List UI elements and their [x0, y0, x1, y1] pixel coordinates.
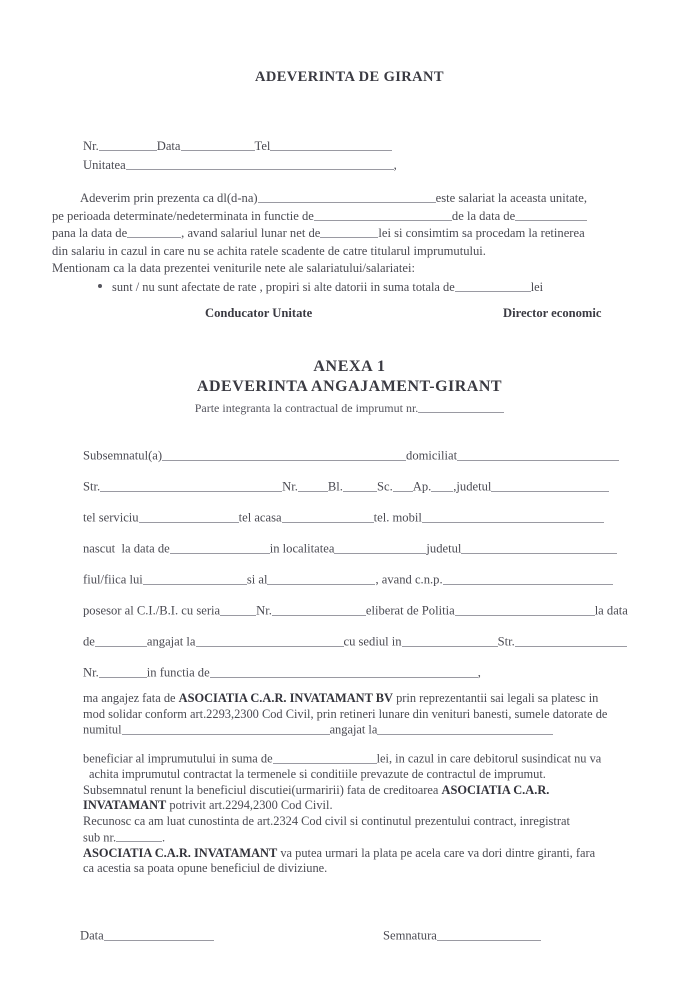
- nr-input-address[interactable]: [298, 479, 328, 492]
- association-name-bold-4: ASOCIATIA C.A.R. INVATAMANT: [83, 845, 278, 860]
- attestation-line-3-a: pana la data de: [52, 226, 128, 241]
- employer-nr-label: Nr.: [83, 665, 99, 680]
- employer-city-input[interactable]: [402, 634, 498, 647]
- localitatea-label: in localitatea: [269, 541, 335, 556]
- footer-data-input[interactable]: [104, 928, 214, 941]
- issue-date-input[interactable]: [95, 634, 147, 647]
- attestation-line-2-b: de la data de: [451, 208, 516, 223]
- form-row-subsemnatul: [83, 448, 661, 479]
- nr-label: Nr.: [83, 139, 99, 153]
- form-row-employer: [83, 634, 661, 665]
- attestation-line-1-b: este salariat la aceasta unitate,: [435, 191, 588, 205]
- angajat-la-label: angajat la: [146, 634, 196, 649]
- footer-semnatura-label: Semnatura: [383, 928, 437, 943]
- str-input[interactable]: [100, 479, 282, 492]
- association-name-bold-2: ASOCIATIA C.A.R.: [441, 782, 550, 797]
- commitment-paragraphs: [83, 691, 635, 877]
- association-name-bold-1: ASOCIATIA C.A.R. INVATAMANT BV: [178, 691, 393, 705]
- position-input[interactable]: [314, 208, 452, 221]
- commitment-paragraph-1: [83, 691, 635, 738]
- attestation-line-2: [52, 208, 630, 226]
- attestation-line-5: Mentionam ca la data prezentei veniturile nete ale salariatului/salariatei:: [52, 261, 415, 276]
- data-input[interactable]: [181, 138, 255, 151]
- functia-label: in functia de: [146, 665, 210, 680]
- judetul-label-address: ,judetul: [453, 479, 492, 494]
- si-al-label: si al: [246, 572, 268, 587]
- tel-mobil-label: tel. mobil: [373, 510, 422, 525]
- tel-mobil-input[interactable]: [422, 510, 604, 523]
- commitment-p2-line-3: [83, 783, 635, 799]
- page-title: ADEVERINTA DE GIRANT: [254, 69, 444, 85]
- tel-serviciu-input[interactable]: [139, 510, 239, 523]
- footer-data-field: [80, 928, 214, 944]
- end-date-input[interactable]: [127, 226, 181, 239]
- nascut-label: nascut la data de: [83, 541, 170, 556]
- header-field-row-2: [83, 156, 397, 175]
- tel-acasa-input[interactable]: [282, 510, 374, 523]
- subsemnatul-label: Subsemnatul(a): [83, 448, 163, 463]
- sub-nr-label: sub nr.: [83, 829, 117, 844]
- income-bullet-item: [98, 279, 628, 295]
- mother-name-input[interactable]: [267, 572, 375, 585]
- commitment-p1-l1-b: prin reprezentantii sai legali sa platesc in: [392, 691, 599, 705]
- id-series-input[interactable]: [220, 603, 256, 616]
- attestation-line-1: [52, 190, 630, 208]
- commitment-paragraph-2: [83, 751, 635, 877]
- anexa-number: ANEXA 1: [313, 358, 386, 375]
- bullet-dot-icon: [98, 284, 102, 288]
- association-name-bold-3: INVATAMANT: [83, 798, 167, 813]
- commitment-p2-l1-b: lei, in cazul in care debitorul susindicat nu va: [376, 751, 602, 766]
- commitment-p2-line-2: achita imprumutul contractat la termenele si conditiile prevazute de contractul de imprumut.: [89, 767, 546, 782]
- localitatea-input[interactable]: [334, 541, 426, 554]
- commitment-p2-line-8: ca acestia sa poata opune beneficiul de diviziune.: [83, 861, 328, 876]
- commitment-p2-l3-a: Subsemnatul renunt la beneficiul discutiei(urmaririi) fata de creditoarea: [83, 782, 442, 797]
- tel-label: Tel: [254, 139, 271, 153]
- commitment-p2-line-1: [83, 751, 635, 767]
- cnp-label: , avand c.n.p.: [375, 572, 443, 587]
- form-row-id-card: [83, 603, 661, 634]
- judetul-input-address[interactable]: [491, 479, 609, 492]
- ap-input[interactable]: [431, 479, 453, 492]
- subsemnatul-input[interactable]: [162, 448, 406, 461]
- form-row-phones: [83, 510, 661, 541]
- net-salary-input[interactable]: [320, 226, 378, 239]
- attestation-line-2-a: pe perioada determinate/nedeterminata in functie de: [52, 208, 314, 223]
- bl-input[interactable]: [343, 479, 377, 492]
- nr-input[interactable]: [99, 138, 157, 151]
- attestation-line-3-b: , avand salariul lunar net de: [181, 226, 321, 241]
- debt-total-input[interactable]: [455, 280, 531, 292]
- employer-nr-input[interactable]: [99, 665, 147, 678]
- employer-str-label: Str.: [497, 634, 515, 649]
- sediul-label: cu sediul in: [343, 634, 402, 649]
- fiul-label: fiul/fiica lui: [83, 572, 143, 587]
- employee-name-input[interactable]: [258, 190, 436, 203]
- commitment-p2-line-5: Recunosc ca am luat cunostinta de art.2324 Cod civil si continutul prezentului contract, inregistrat: [83, 813, 570, 828]
- tel-input[interactable]: [270, 138, 392, 151]
- contract-number-input[interactable]: [418, 401, 504, 413]
- id-number-input[interactable]: [272, 603, 366, 616]
- birth-date-input[interactable]: [170, 541, 270, 554]
- footer-semnatura-input[interactable]: [437, 928, 541, 941]
- id-nr-label: Nr.: [256, 603, 272, 618]
- commitment-p1-line-1: [83, 691, 635, 707]
- commitment-p2-line-4: [83, 798, 635, 814]
- numitul-label: numitul: [83, 722, 122, 737]
- str-label: Str.: [83, 479, 101, 494]
- functia-input[interactable]: [210, 665, 478, 678]
- bullet-text-b: lei: [530, 280, 544, 294]
- loan-amount-input[interactable]: [273, 751, 377, 763]
- commitment-p2-line-7: [83, 846, 635, 862]
- eliberat-label: eliberat de Politia: [365, 603, 455, 618]
- footer-semnatura-field: [383, 928, 541, 944]
- signature-label-director: Director economic: [503, 306, 602, 320]
- attestation-paragraph: [52, 190, 630, 278]
- tel-serviciu-label: tel serviciu: [83, 510, 139, 525]
- unitatea-comma: ,: [393, 158, 397, 172]
- domiciliat-label: domiciliat: [406, 448, 458, 463]
- police-station-input[interactable]: [455, 603, 595, 616]
- bullet-text-a: sunt / nu sunt afectate de rate , propiri si alte datorii in suma totala de: [112, 280, 455, 294]
- commitment-p1-l1-a: ma angajez fata de: [83, 691, 179, 705]
- sub-nr-period: .: [162, 829, 166, 844]
- ap-label: Ap.: [412, 479, 432, 494]
- form-row-parents: [83, 572, 661, 603]
- anexa-heading: [0, 357, 699, 415]
- employer-input[interactable]: [196, 634, 344, 647]
- unitatea-label: Unitatea: [83, 158, 126, 172]
- data-label: Data: [156, 139, 181, 153]
- commitment-p2-line-6: [83, 830, 635, 846]
- employer-street-input[interactable]: [515, 634, 627, 647]
- attestation-line-3: [52, 225, 630, 243]
- signature-label-conducator: Conducator Unitate: [205, 306, 313, 320]
- judetul-label-birth: judetul: [426, 541, 462, 556]
- commitment-p2-l7-rest: va putea urmari la plata pe acela care va dori dintre giranti, fara: [277, 845, 596, 860]
- judetul-input-birth[interactable]: [461, 541, 617, 554]
- father-name-input[interactable]: [143, 572, 247, 585]
- unitatea-input[interactable]: [126, 157, 394, 170]
- debtor-employer-label: angajat la: [329, 722, 378, 737]
- sc-input[interactable]: [393, 479, 413, 492]
- anexa-subtitle: [0, 401, 699, 415]
- header-field-row-1: [83, 137, 397, 156]
- anexa-title: ADEVERINTA ANGAJAMENT-GIRANT: [196, 378, 503, 395]
- domiciliat-input[interactable]: [457, 448, 619, 461]
- commitment-p1-line-2: mod solidar conform art.2293,2300 Cod Civil, prin retineri lunare din venituri banesti, sumele datorate de: [83, 706, 608, 721]
- la-data-label: la data: [594, 603, 628, 618]
- header-fields: [83, 137, 397, 175]
- registration-number-input[interactable]: [116, 830, 162, 842]
- debtor-employer-input[interactable]: [377, 722, 553, 734]
- commitment-p2-l1-a: beneficiar al imprumutului in suma de: [83, 751, 273, 766]
- guarantor-form: [83, 448, 661, 696]
- form-row-address: [83, 479, 661, 510]
- posesor-label: posesor al C.I./B.I. cu seria: [83, 603, 221, 618]
- commitment-p1-line-3: [83, 722, 635, 738]
- start-date-input[interactable]: [515, 208, 587, 221]
- footer-data-label: Data: [80, 928, 104, 943]
- bullet-text: [112, 279, 543, 295]
- attestation-line-3-c: lei si consimtim sa procedam la retinerea: [378, 226, 585, 241]
- commitment-p2-l4-rest: potrivit art.2294,2300 Cod Civil.: [166, 798, 333, 813]
- debtor-name-input[interactable]: [122, 722, 330, 734]
- functia-comma: ,: [477, 665, 481, 680]
- anexa-subtitle-text: Parte integranta la contractual de imprumut nr.: [194, 401, 419, 416]
- form-row-birth: [83, 541, 661, 572]
- attestation-line-1-a: Adeverim prin prezenta ca dl(d-na): [80, 191, 258, 205]
- attestation-line-4: din salariu in cazul in care nu se achita ratele scadente de catre titularul imprumutului.: [52, 243, 486, 258]
- bl-label: Bl.: [327, 479, 343, 494]
- tel-acasa-label: tel acasa: [238, 510, 282, 525]
- de-label: de: [83, 634, 95, 649]
- nr-label-address: Nr.: [282, 479, 298, 494]
- sc-label: Sc.: [376, 479, 393, 494]
- cnp-input[interactable]: [443, 572, 613, 585]
